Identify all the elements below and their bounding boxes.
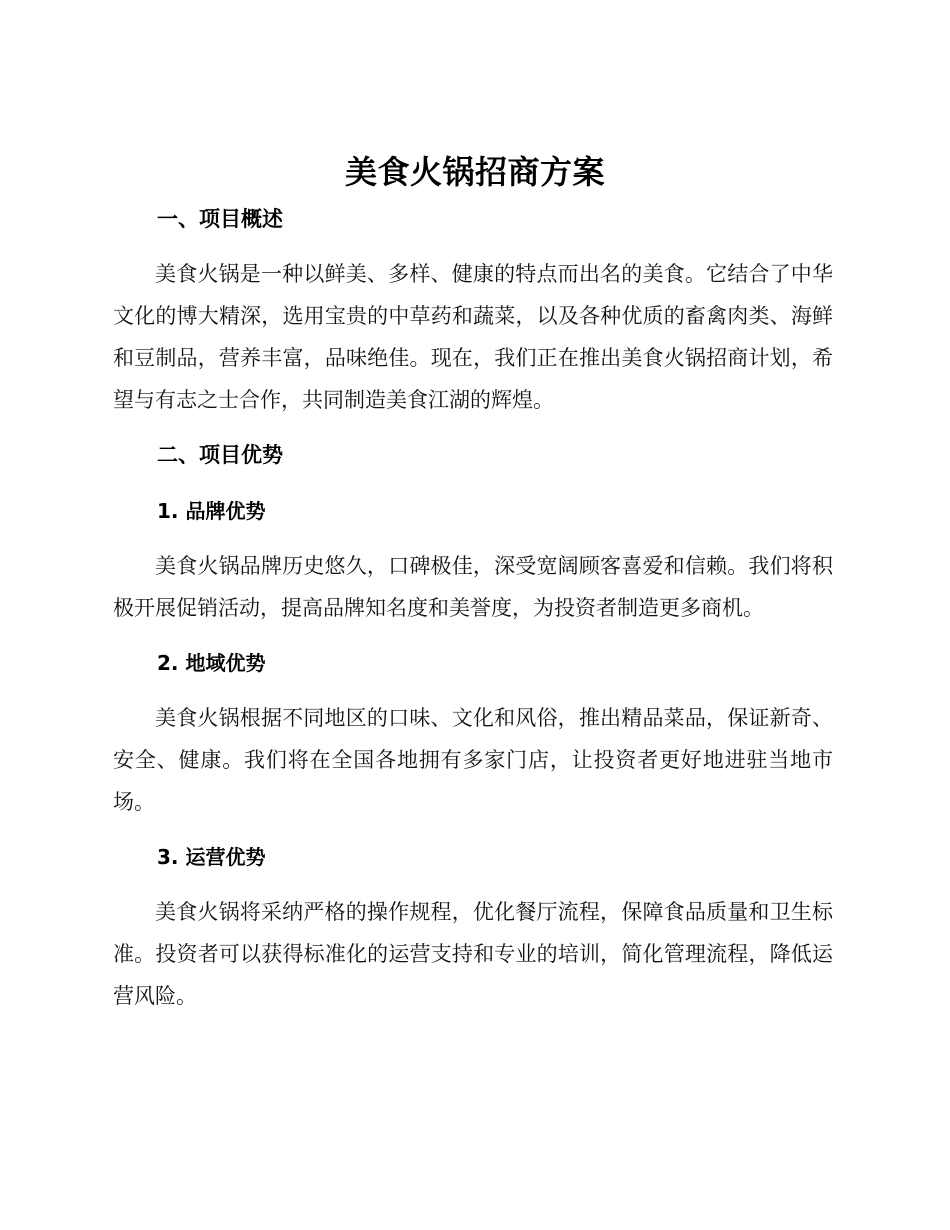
document-title: 美食火锅招商方案	[344, 153, 605, 191]
brand-advantage-paragraph: 美食火锅品牌历史悠久，口碑极佳，深受宽阔顾客喜爱和信赖。我们将积极开展促销活动，提高品牌知名度和美誉度，为投资者制造更多商机。	[113, 554, 833, 620]
subheading-operations-advantage: 3. 运营优势	[157, 845, 266, 869]
subheading-brand-advantage: 1. 品牌优势	[157, 499, 266, 523]
section-heading-overview: 一、项目概述	[157, 207, 283, 231]
regional-advantage-paragraph: 美食火锅根据不同地区的口味、文化和风俗，推出精品菜品，保证新奇、安全、健康。我们将在全国各地拥有多家门店，让投资者更好地进驻当地市场。	[113, 706, 833, 814]
subheading-regional-advantage: 2. 地域优势	[157, 651, 266, 675]
operations-advantage-paragraph: 美食火锅将采纳严格的操作规程，优化餐厅流程，保障食品质量和卫生标准。投资者可以获得标准化的运营支持和专业的培训，简化管理流程，降低运营风险。	[113, 900, 833, 1008]
overview-paragraph: 美食火锅是一种以鲜美、多样、健康的特点而出名的美食。它结合了中华文化的博大精深，选用宝贵的中草药和蔬菜，以及各种优质的畜禽肉类、海鲜和豆制品，营养丰富，品味绝佳。现在，我们正在推出美食火锅招商计划，希望与有志之士合作，共同制造美食江湖的辉煌。	[113, 262, 833, 412]
section-heading-advantages: 二、项目优势	[157, 443, 283, 467]
